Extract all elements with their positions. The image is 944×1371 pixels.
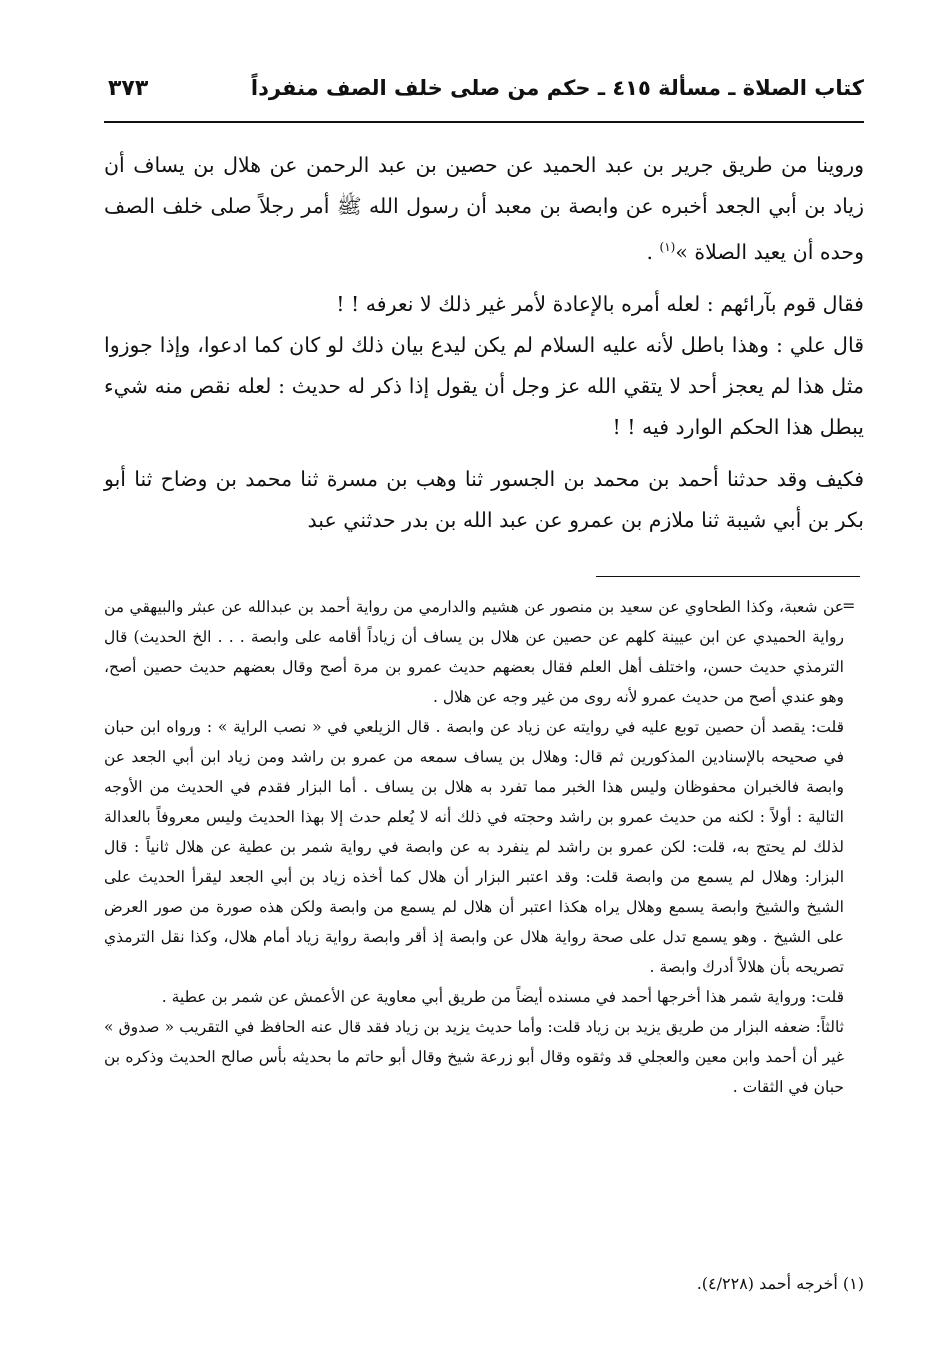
note-paragraph-4: ثالثاً: ضعفه البزار من طريق يزيد بن زياد قلت: وأما حديث يزيد بن زياد فقد قال عنه الحافظ في التقريب « صدوق » غير أن أحمد وابن معين والعجلي قد وثقوه وقال أبو زرعة شيخ وقال أبو حاتم ما بحديثه بأس صالح الحديث وذكره بن حبان في الثقات .: [104, 1018, 844, 1096]
footnote-continuation: [104, 592, 844, 1102]
running-title: كتاب الصلاة ـ مسألة ٤١٥ ـ حكم من صلى خلف الصف منفرداً: [250, 76, 864, 100]
footnote-divider: [596, 576, 860, 577]
main-text: [104, 145, 864, 541]
page-header: [108, 72, 864, 116]
paragraph-1-end: .: [646, 239, 660, 264]
page-number: ٣٧٣: [108, 76, 149, 101]
paragraph-4: فكيف وقد حدثنا أحمد بن محمد بن الجسور ثنا وهب بن مسرة ثنا محمد بن وضاح ثنا أبو بكر بن أبي شيبة ثنا ملازم بن عمرو عن عبد الله بن بدر حدثني عبد: [104, 466, 864, 532]
note-paragraph-3: قلت: ورواية شمر هذا أخرجها أحمد في مسنده أيضاً من طريق أبي معاوية عن الأعمش عن شمر بن عطية .: [161, 988, 844, 1006]
note-paragraph-1: عن شعبة، وكذا الطحاوي عن سعيد بن منصور عن هشيم والدارمي من رواية أحمد بن عبدالله عن عبثر والبيهقي من رواية الحميدي عن ابن عيينة كلهم عن حصين عن هلال بن يساف أن زياداً أقامه على وابصة . . . الخ الحديث) قال الترمذي حديث حسن، واختلف أهل العلم فقال بعضهم حديث عمرو بن مرة أصح وقال بعضهم حديث حصين أصح، وهو عندي أصح من حديث عمرو لأنه روى من غير وجه عن هلال .: [104, 598, 844, 706]
paragraph-3: قال علي : وهذا باطل لأنه عليه السلام لم يكن ليدع بيان ذلك لو كان كما ادعوا، وإذا جوزوا مثل هذا لم يعجز أحد لا يتقي الله عز وجل أن يقول إذا ذكر له حديث : لعله نقص منه شيء يبطل هذا الحكم الوارد فيه ! !: [104, 332, 864, 439]
header-divider: [104, 121, 864, 123]
paragraph-1: [104, 145, 864, 273]
note-paragraph-2: قلت: يقصد أن حصين توبع عليه في روايته عن زياد عن وابصة . قال الزيلعي في « نصب الراية » : ورواه ابن حبان في صحيحه بالإسنادين المذكورين ثم قال: وهلال بن يساف سمعه من عمرو بن راشد ومن زياد ابن أبي الجعد عن وابصة فالخبران محفوظان وليس هذا الخبر مما تفرد به هلال بن يساف . أما البزار فقدم في الحديث من الأوجه التالية : أولاً : لكنه من حديث عمرو بن راشد وحجته في ذلك أنه لا يُعلم حدث إلا بهذا الحديث وليس معروفاً بالعدالة لذلك لم يحتج به، قلت: لكن عمرو بن راشد لم ينفرد به عن وابصة في رواية شمر بن عطية عن هلال ثانياً : قال البزار: وهلال لم يسمع من وابصة قلت: وقد اعتبر البزار أن هلال كما أخذه زياد بن أبي الجعد ليقرأ الحديث على الشيخ والشيخ وابصة يسمع وهلال يراه هكذا اعتبر أن هلال لم يسمع من وابصة ولكن هذه صورة من صور العرض على الشيخ . وهو يسمع تدل على صحة رواية هلال عن وابصة إذ أقر وابصة رواية زياد أمام هلال، وكذا نقل الترمذي تصريحه بأن هلالاً أدرك وابصة .: [104, 718, 844, 976]
continuation-marker: =: [842, 596, 856, 615]
paragraph-1-text: وروينا من طريق جرير بن عبد الحميد عن حصين بن عبد الرحمن عن هلال بن يساف أن زياد بن أبي الجعد أخبره عن وابصة بن معبد أن رسول الله ﷺ أمر رجلاً صلى خلف الصف وحده أن يعيد الصلاة »: [104, 153, 864, 264]
paragraph-2: فقال قوم بآرائهم : لعله أمره بالإعادة لأمر غير ذلك لا نعرفه ! !: [336, 291, 864, 316]
footnote-ref: (١): [659, 240, 676, 254]
footnote-1: (١) أخرجه أحمد (٤/٢٢٨).: [696, 1274, 864, 1293]
